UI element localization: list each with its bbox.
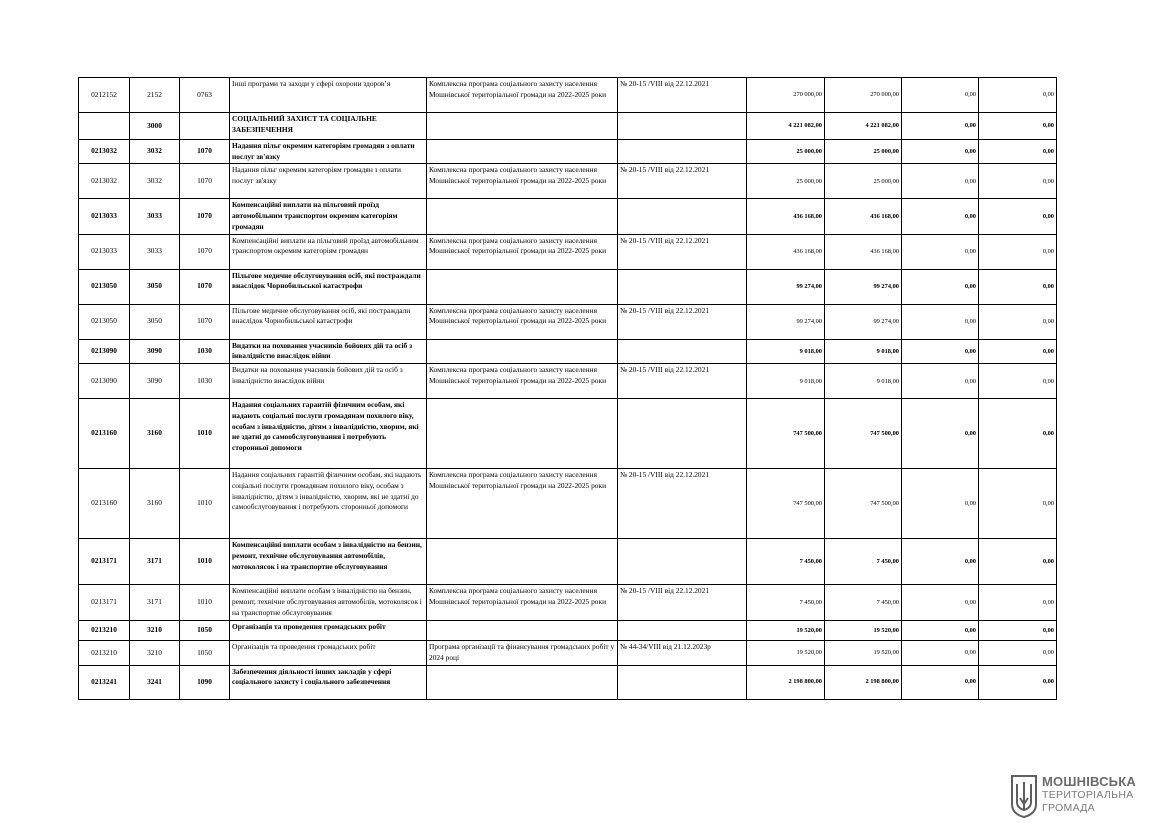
local-program-cell xyxy=(427,399,618,469)
special-fund-cell: 0,00 xyxy=(902,269,979,304)
decision-cell xyxy=(618,199,747,234)
logo-line-3: ГРОМАДА xyxy=(1042,802,1095,814)
table-row-group xyxy=(79,199,1057,234)
program-classifier-cell: 3050 xyxy=(130,304,180,339)
general-fund-cell: 747 500,00 xyxy=(825,469,902,539)
local-program-cell xyxy=(427,621,618,641)
special-fund-cell: 0,00 xyxy=(902,164,979,199)
program-classifier-cell: 3210 xyxy=(130,641,180,665)
total-amount-cell: 436 168,00 xyxy=(747,199,825,234)
local-program-cell xyxy=(427,199,618,234)
table-row xyxy=(79,641,1057,665)
table-row xyxy=(79,585,1057,621)
function-code-cell: 1010 xyxy=(180,399,230,469)
total-amount-cell: 99 274,00 xyxy=(747,269,825,304)
program-classifier-cell: 3090 xyxy=(130,364,180,399)
decision-cell xyxy=(618,665,747,699)
function-code-cell: 1010 xyxy=(180,539,230,585)
program-name-cell: Забезпечення діяльності інших закладів у сфері соціального захисту і соціального забезпечення xyxy=(230,665,427,699)
special-fund-cell: 0,00 xyxy=(902,621,979,641)
special-fund-cell: 0,00 xyxy=(902,78,979,113)
special-fund-cell: 0,00 xyxy=(902,469,979,539)
general-fund-cell: 436 168,00 xyxy=(825,234,902,269)
special-fund-cell: 0,00 xyxy=(902,199,979,234)
local-program-cell xyxy=(427,140,618,164)
logo-line-1: МОШНІВСЬКА xyxy=(1042,774,1136,789)
program-code-cell: 0213033 xyxy=(79,199,130,234)
local-program-cell xyxy=(427,665,618,699)
program-code-cell: 0213171 xyxy=(79,539,130,585)
program-code-cell: 0213032 xyxy=(79,164,130,199)
decision-cell xyxy=(618,113,747,140)
program-classifier-cell: 3171 xyxy=(130,585,180,621)
program-classifier-cell: 3032 xyxy=(130,140,180,164)
table-row xyxy=(79,469,1057,539)
development-budget-cell: 0,00 xyxy=(979,78,1057,113)
decision-cell xyxy=(618,621,747,641)
budget-table-body xyxy=(79,78,1057,700)
special-fund-cell: 0,00 xyxy=(902,304,979,339)
total-amount-cell: 25 000,00 xyxy=(747,164,825,199)
decision-cell: № 20-15 /VIII від 22.12.2021 xyxy=(618,304,747,339)
program-name-cell: Компенсаційні виплати на пільговий проїзд автомобільним транспортом окремим категоріям громадян xyxy=(230,234,427,269)
program-classifier-cell: 3000 xyxy=(130,113,180,140)
program-code-cell: 0213171 xyxy=(79,585,130,621)
program-code-cell: 0213090 xyxy=(79,339,130,363)
development-budget-cell: 0,00 xyxy=(979,399,1057,469)
program-code-cell: 0213241 xyxy=(79,665,130,699)
function-code-cell: 1070 xyxy=(180,199,230,234)
trident-icon xyxy=(1010,774,1038,818)
special-fund-cell: 0,00 xyxy=(902,364,979,399)
program-classifier-cell: 3210 xyxy=(130,621,180,641)
decision-cell xyxy=(618,339,747,363)
table-row-group xyxy=(79,621,1057,641)
program-code-cell: 0213090 xyxy=(79,364,130,399)
total-amount-cell: 4 221 082,00 xyxy=(747,113,825,140)
program-code-cell: 0213160 xyxy=(79,399,130,469)
program-code-cell: 0213033 xyxy=(79,234,130,269)
development-budget-cell: 0,00 xyxy=(979,364,1057,399)
general-fund-cell: 9 018,00 xyxy=(825,339,902,363)
local-program-cell: Комплексна програма соціального захисту населення Мошнівської територіальної громади на 2022-2025 роки xyxy=(427,234,618,269)
development-budget-cell: 0,00 xyxy=(979,665,1057,699)
decision-cell xyxy=(618,399,747,469)
special-fund-cell: 0,00 xyxy=(902,140,979,164)
development-budget-cell: 0,00 xyxy=(979,469,1057,539)
general-fund-cell: 7 450,00 xyxy=(825,539,902,585)
local-program-cell xyxy=(427,269,618,304)
general-fund-cell: 436 168,00 xyxy=(825,199,902,234)
function-code-cell: 0763 xyxy=(180,78,230,113)
table-row xyxy=(79,78,1057,113)
program-name-cell: Видатки на поховання учасників бойових дій та осіб з інвалідністю внаслідок війни xyxy=(230,339,427,363)
special-fund-cell: 0,00 xyxy=(902,641,979,665)
total-amount-cell: 2 198 800,00 xyxy=(747,665,825,699)
function-code-cell: 1070 xyxy=(180,269,230,304)
program-classifier-cell: 2152 xyxy=(130,78,180,113)
total-amount-cell: 9 018,00 xyxy=(747,364,825,399)
total-amount-cell: 9 018,00 xyxy=(747,339,825,363)
general-fund-cell: 99 274,00 xyxy=(825,304,902,339)
program-code-cell: 0213210 xyxy=(79,621,130,641)
program-name-cell: Інші програми та заходи у сфері охорони здоров’я xyxy=(230,78,427,113)
table-row-group xyxy=(79,399,1057,469)
function-code-cell: 1070 xyxy=(180,164,230,199)
table-row-group xyxy=(79,269,1057,304)
development-budget-cell: 0,00 xyxy=(979,621,1057,641)
program-name-cell: Організація та проведення громадських робіт xyxy=(230,641,427,665)
program-code-cell: 0213050 xyxy=(79,269,130,304)
program-name-cell: Надання соціальних гарантій фізичним особам, які надають соціальні послуги громадянам похилого віку, особам з інвалідністю, дітям з інвалідністю, хворим, які не здатні до самообслуговування і потребують сторонньої допомоги xyxy=(230,469,427,539)
decision-cell xyxy=(618,539,747,585)
program-code-cell: 0213032 xyxy=(79,140,130,164)
total-amount-cell: 19 520,00 xyxy=(747,641,825,665)
local-program-cell: Комплексна програма соціального захисту населення Мошнівської територіальної громади на 2022-2025 роки xyxy=(427,78,618,113)
function-code-cell: 1030 xyxy=(180,339,230,363)
special-fund-cell: 0,00 xyxy=(902,539,979,585)
special-fund-cell: 0,00 xyxy=(902,399,979,469)
special-fund-cell: 0,00 xyxy=(902,339,979,363)
local-program-cell xyxy=(427,113,618,140)
table-row xyxy=(79,164,1057,199)
function-code-cell: 1050 xyxy=(180,621,230,641)
total-amount-cell: 436 168,00 xyxy=(747,234,825,269)
local-program-cell xyxy=(427,339,618,363)
decision-cell xyxy=(618,140,747,164)
development-budget-cell: 0,00 xyxy=(979,641,1057,665)
program-name-cell: Компенсаційні виплати особам з інвалідністю на бензин, ремонт, технічне обслуговування автомобілів, мотоколясок і на транспортне обслуговування xyxy=(230,585,427,621)
decision-cell: № 20-15 /VIII від 22.12.2021 xyxy=(618,78,747,113)
local-program-cell: Комплексна програма соціального захисту населення Мошнівської територіальної громади на 2022-2025 роки xyxy=(427,164,618,199)
general-fund-cell: 4 221 082,00 xyxy=(825,113,902,140)
program-classifier-cell: 3032 xyxy=(130,164,180,199)
table-row-group xyxy=(79,140,1057,164)
table-row-group xyxy=(79,113,1057,140)
general-fund-cell: 9 018,00 xyxy=(825,364,902,399)
general-fund-cell: 99 274,00 xyxy=(825,269,902,304)
program-name-cell: Надання пільг окремим категоріям громадян з оплати послуг зв'язку xyxy=(230,140,427,164)
general-fund-cell: 7 450,00 xyxy=(825,585,902,621)
development-budget-cell: 0,00 xyxy=(979,304,1057,339)
function-code-cell: 1090 xyxy=(180,665,230,699)
general-fund-cell: 25 000,00 xyxy=(825,140,902,164)
decision-cell: № 20-15 /VIII від 22.12.2021 xyxy=(618,364,747,399)
program-classifier-cell: 3160 xyxy=(130,399,180,469)
development-budget-cell: 0,00 xyxy=(979,585,1057,621)
function-code-cell: 1070 xyxy=(180,304,230,339)
program-code-cell: 0213210 xyxy=(79,641,130,665)
development-budget-cell: 0,00 xyxy=(979,140,1057,164)
local-program-cell: Комплексна програма соціального захисту населення Мошнівської територіальної громади на 2022-2025 роки xyxy=(427,585,618,621)
special-fund-cell: 0,00 xyxy=(902,113,979,140)
local-program-cell: Комплексна програма соціального захисту населення Мошнівської територіальної громади на 2022-2025 роки xyxy=(427,304,618,339)
program-code-cell: 0213160 xyxy=(79,469,130,539)
development-budget-cell: 0,00 xyxy=(979,269,1057,304)
program-name-cell: СОЦІАЛЬНИЙ ЗАХИСТ ТА СОЦІАЛЬНЕ ЗАБЕЗПЕЧЕННЯ xyxy=(230,113,427,140)
general-fund-cell: 2 198 800,00 xyxy=(825,665,902,699)
function-code-cell: 1070 xyxy=(180,234,230,269)
development-budget-cell: 0,00 xyxy=(979,234,1057,269)
decision-cell: № 20-15 /VIII від 22.12.2021 xyxy=(618,469,747,539)
community-logo xyxy=(1008,774,1158,818)
decision-cell xyxy=(618,269,747,304)
total-amount-cell: 7 450,00 xyxy=(747,585,825,621)
development-budget-cell: 0,00 xyxy=(979,113,1057,140)
program-classifier-cell: 3033 xyxy=(130,199,180,234)
function-code-cell xyxy=(180,113,230,140)
total-amount-cell: 99 274,00 xyxy=(747,304,825,339)
program-name-cell: Компенсаційні виплати особам з інвалідністю на бензин, ремонт, технічне обслуговування автомобілів, мотоколясок і на транспортне обслуговування xyxy=(230,539,427,585)
development-budget-cell: 0,00 xyxy=(979,199,1057,234)
general-fund-cell: 270 000,00 xyxy=(825,78,902,113)
function-code-cell: 1070 xyxy=(180,140,230,164)
program-name-cell: Компенсаційні виплати на пільговий проїзд автомобільним транспортом окремим категоріям громадян xyxy=(230,199,427,234)
special-fund-cell: 0,00 xyxy=(902,585,979,621)
program-name-cell: Пільгове медичне обслуговування осіб, які постраждали внаслідок Чорнобильської катастрофи xyxy=(230,269,427,304)
budget-table xyxy=(78,77,1057,700)
development-budget-cell: 0,00 xyxy=(979,339,1057,363)
local-program-cell: Комплексна програма соціального захисту населення Мошнівської територіальної громади на 2022-2025 роки xyxy=(427,364,618,399)
total-amount-cell: 270 000,00 xyxy=(747,78,825,113)
local-program-cell: Програма організації та фінансування громадських робіт у 2024 році xyxy=(427,641,618,665)
local-program-cell xyxy=(427,539,618,585)
table-row xyxy=(79,364,1057,399)
total-amount-cell: 747 500,00 xyxy=(747,399,825,469)
table-row-group xyxy=(79,339,1057,363)
total-amount-cell: 19 520,00 xyxy=(747,621,825,641)
total-amount-cell: 7 450,00 xyxy=(747,539,825,585)
development-budget-cell: 0,00 xyxy=(979,539,1057,585)
table-row xyxy=(79,234,1057,269)
function-code-cell: 1030 xyxy=(180,364,230,399)
decision-cell: № 20-15 /VIII від 22.12.2021 xyxy=(618,164,747,199)
program-classifier-cell: 3160 xyxy=(130,469,180,539)
local-program-cell: Комплексна програма соціального захисту населення Мошнівської територіальної громади на 2022-2025 роки xyxy=(427,469,618,539)
decision-cell: № 44-34/VIII від 21.12.2023р xyxy=(618,641,747,665)
program-name-cell: Пільгове медичне обслуговування осіб, які постраждали внаслідок Чорнобильської катастрофи xyxy=(230,304,427,339)
special-fund-cell: 0,00 xyxy=(902,234,979,269)
total-amount-cell: 747 500,00 xyxy=(747,469,825,539)
function-code-cell: 1010 xyxy=(180,585,230,621)
decision-cell: № 20-15 /VIII від 22.12.2021 xyxy=(618,585,747,621)
special-fund-cell: 0,00 xyxy=(902,665,979,699)
development-budget-cell: 0,00 xyxy=(979,164,1057,199)
table-row-group xyxy=(79,539,1057,585)
program-classifier-cell: 3090 xyxy=(130,339,180,363)
program-name-cell: Надання пільг окремим категоріям громадян з оплати послуг зв'язку xyxy=(230,164,427,199)
table-row-group xyxy=(79,665,1057,699)
general-fund-cell: 19 520,00 xyxy=(825,641,902,665)
total-amount-cell: 25 000,00 xyxy=(747,140,825,164)
program-code-cell: 0212152 xyxy=(79,78,130,113)
program-name-cell: Надання соціальних гарантій фізичним особам, які надають соціальні послуги громадянам похилого віку, особам з інвалідністю, дітям з інвалідністю, хворим, які не здатні до самообслуговування і потребують сторонньої допомоги xyxy=(230,399,427,469)
general-fund-cell: 747 500,00 xyxy=(825,399,902,469)
general-fund-cell: 19 520,00 xyxy=(825,621,902,641)
table-row xyxy=(79,304,1057,339)
program-classifier-cell: 3050 xyxy=(130,269,180,304)
program-code-cell: 0213050 xyxy=(79,304,130,339)
program-classifier-cell: 3033 xyxy=(130,234,180,269)
program-name-cell: Організація та проведення громадських робіт xyxy=(230,621,427,641)
program-code-cell xyxy=(79,113,130,140)
general-fund-cell: 25 000,00 xyxy=(825,164,902,199)
function-code-cell: 1010 xyxy=(180,469,230,539)
program-classifier-cell: 3241 xyxy=(130,665,180,699)
program-name-cell: Видатки на поховання учасників бойових дій та осіб з інвалідністю внаслідок війни xyxy=(230,364,427,399)
program-classifier-cell: 3171 xyxy=(130,539,180,585)
function-code-cell: 1050 xyxy=(180,641,230,665)
logo-line-2: ТЕРИТОРІАЛЬНА xyxy=(1042,789,1134,801)
decision-cell: № 20-15 /VIII від 22.12.2021 xyxy=(618,234,747,269)
